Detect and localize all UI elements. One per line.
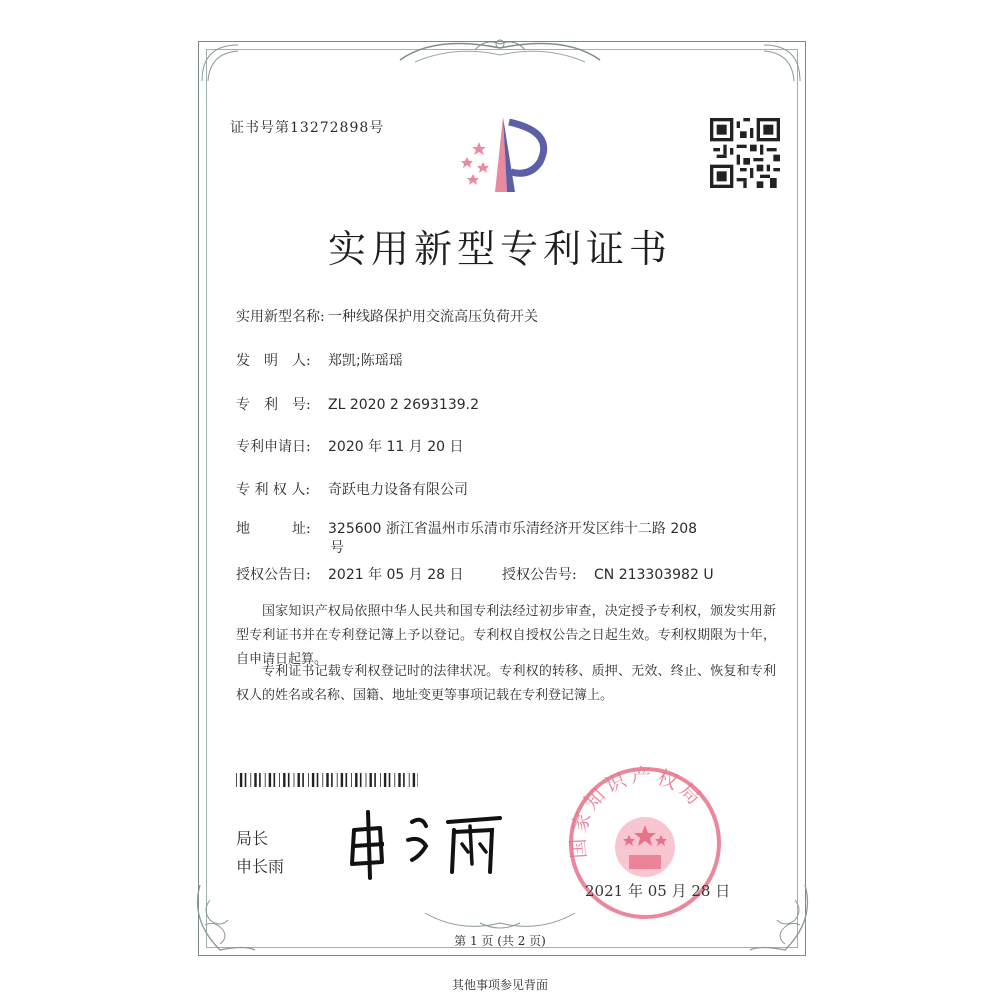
barcode-bar: [283, 773, 285, 787]
field-grant-date: [236, 564, 464, 584]
seal-text: 国家知识产权局: [565, 763, 709, 860]
barcode-bar: [346, 773, 348, 787]
field-label: 专 利 权 人:: [236, 482, 311, 498]
seal-date: 2021 年 05 月 28 日: [585, 882, 731, 900]
field-label: 专利申请日:: [236, 439, 311, 455]
statement-paragraph-2: 专利证书记载专利权登记时的法律状况。专利权的转移、质押、无效、终止、恢复和专利权人的姓名或名称、国籍、地址变更等事项记载在专利登记簿上。: [236, 664, 776, 703]
barcode-bar: [308, 773, 309, 787]
barcode-bar: [398, 773, 400, 787]
certificate-number: 证书号第13272898号: [230, 120, 385, 136]
barcode-bar: [331, 773, 333, 787]
top-ornament: [395, 30, 605, 70]
barcode-bar: [254, 773, 256, 787]
field-application-date: [236, 436, 464, 456]
barcode-bar: [240, 773, 242, 787]
barcode-bar: [366, 773, 367, 787]
qr-code-icon: [710, 118, 780, 188]
barcode-bar: [384, 773, 386, 787]
barcode-bar: [294, 773, 295, 787]
barcode-bar: [418, 773, 419, 787]
cnipa-logo-icon: [445, 112, 555, 197]
barcode-bar: [394, 773, 395, 787]
barcode-bar: [389, 773, 391, 787]
top-left-corner-ornament: [200, 43, 240, 83]
field-label: 授权公告日:: [236, 567, 311, 583]
barcode-bar: [259, 773, 261, 787]
barcode-bar: [302, 773, 304, 787]
barcode-icon: [236, 773, 418, 787]
field-value: 2020 年 11 月 20 日: [328, 439, 464, 455]
barcode-bar: [413, 773, 415, 787]
director-signature: [340, 800, 510, 880]
barcode-bar: [380, 773, 381, 787]
top-right-corner-ornament: [762, 43, 802, 83]
barcode-bar: [317, 773, 319, 787]
director-title: 局长: [236, 829, 269, 848]
field-value: 一种线路保护用交流高压负荷开关: [328, 309, 538, 325]
barcode-bar: [250, 773, 251, 787]
address-continuation: 号: [330, 540, 344, 556]
barcode-bar: [298, 773, 300, 787]
barcode-bar: [274, 773, 276, 787]
field-label: 专 利 号:: [236, 397, 311, 413]
barcode-bar: [355, 773, 357, 787]
field-value: CN 213303982 U: [594, 567, 714, 583]
director-name: 申长雨: [236, 857, 285, 876]
field-inventors: [236, 350, 403, 370]
barcode-bar: [403, 773, 405, 787]
certificate-title: 实用新型专利证书: [327, 227, 672, 271]
barcode-bar: [360, 773, 362, 787]
field-value: 奇跃电力设备有限公司: [328, 482, 468, 498]
field-label: 实用新型名称:: [236, 309, 325, 325]
field-address: [236, 518, 697, 538]
barcode-bar: [269, 773, 271, 787]
barcode-bar: [245, 773, 247, 787]
field-patent-number: [236, 394, 479, 414]
barcode-bar: [326, 773, 328, 787]
field-utility-model-name: [236, 306, 538, 326]
field-value: 郑凯;陈瑶瑶: [328, 353, 403, 369]
barcode-bar: [374, 773, 376, 787]
barcode-bar: [265, 773, 266, 787]
field-value: 325600 浙江省温州市乐清市乐清经济开发区纬十二路 208: [328, 521, 698, 537]
barcode-bar: [322, 773, 323, 787]
barcode-bar: [341, 773, 343, 787]
field-grant-number: [502, 564, 714, 584]
page-number: 第 1 页 (共 2 页): [454, 934, 546, 948]
barcode-bar: [279, 773, 280, 787]
barcode-bar: [337, 773, 338, 787]
field-value: 2021 年 05 月 28 日: [328, 567, 464, 583]
barcode-bar: [351, 773, 352, 787]
statement-paragraph-1: 国家知识产权局依照中华人民共和国专利法经过初步审查，决定授予专利权，颁发实用新型专利证书并在专利登记簿上予以登记。专利权自授权公告之日起生效。专利权期限为十年，自申请日起算。: [236, 604, 776, 667]
barcode-bar: [409, 773, 410, 787]
barcode-bar: [288, 773, 290, 787]
field-label: 发 明 人:: [236, 353, 311, 369]
barcode-bar: [370, 773, 372, 787]
field-label: 地 址:: [236, 521, 311, 537]
barcode-bar: [236, 773, 237, 787]
field-label: 授权公告号:: [502, 567, 577, 583]
field-value: ZL 2020 2 2693139.2: [328, 397, 479, 413]
field-patentee: [236, 479, 468, 499]
footer-note: 其他事项参见背面: [451, 978, 548, 992]
bottom-ornament: [420, 905, 580, 935]
barcode-bar: [312, 773, 314, 787]
